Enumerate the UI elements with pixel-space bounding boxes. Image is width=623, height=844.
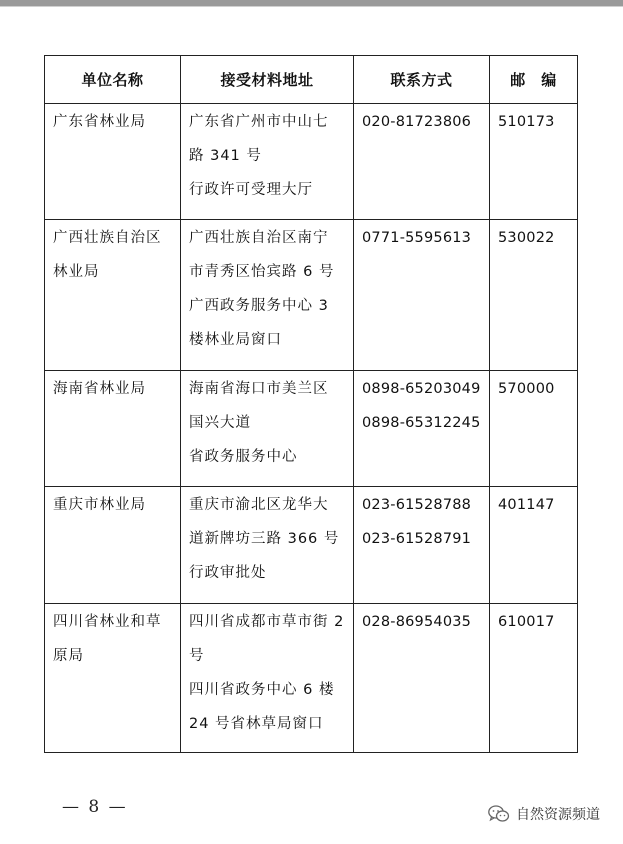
phone-number: 0771-5595613 [362,230,472,246]
postcode-value: 510173 [498,114,555,130]
address-line: 重庆市渝北区龙华大 [189,497,329,513]
postcode-cell [490,487,578,604]
unit-line: 林业局 [53,264,100,280]
top-edge-line [0,6,623,7]
contact-cell [354,487,490,604]
unit-line: 海南省林业局 [53,381,146,397]
address-line: 楼林业局窗口 [189,332,282,348]
address-cell [181,604,354,753]
unit-line: 原局 [53,648,84,664]
table-row [45,371,578,487]
address-line: 国兴大道 [189,415,251,431]
postcode-cell [490,371,578,487]
phone-number: 020-81723806 [362,114,472,130]
contact-cell [354,604,490,753]
address-line: 市青秀区怡宾路 6 号 [189,264,335,280]
table-row [45,604,578,753]
page-number: — 8 — [62,797,128,817]
contact-cell [354,220,490,371]
unit-line: 四川省林业和草 [53,614,162,630]
contact-cell [354,104,490,220]
address-line: 道新牌坊三路 366 号 [189,531,340,547]
address-line: 广东省广州市中山七 [189,114,329,130]
contact-cell [354,371,490,487]
phone-number: 0898-65312245 [362,415,481,431]
address-line: 广西壮族自治区南宁 [189,230,329,246]
watermark-text: 自然资源频道 [516,807,600,823]
address-cell [181,371,354,487]
phone-number: 023-61528791 [362,531,472,547]
address-line: 行政审批处 [189,565,267,581]
address-line: 四川省政务中心 6 楼 [189,682,335,698]
address-line: 省政务服务中心 [189,449,298,465]
header-unit-name: 单位名称 [45,56,181,104]
postcode-value: 401147 [498,497,555,513]
header-contact: 联系方式 [354,56,490,104]
postcode-value: 610017 [498,614,555,630]
address-line: 号 [189,648,205,664]
postcode-value: 570000 [498,381,555,397]
table-header-row [45,56,578,104]
address-cell [181,220,354,371]
unit-cell [45,220,181,371]
address-cell [181,487,354,604]
address-line: 四川省成都市草市街 2 [189,614,345,630]
unit-cell [45,371,181,487]
postcode-value: 530022 [498,230,555,246]
unit-line: 广西壮族自治区 [53,230,162,246]
header-postcode: 邮 编 [490,56,578,104]
unit-cell [45,604,181,753]
header-address: 接受材料地址 [181,56,354,104]
table-row [45,487,578,604]
agency-contact-table [44,55,578,753]
phone-number: 028-86954035 [362,614,472,630]
unit-line: 重庆市林业局 [53,497,146,513]
table-row [45,104,578,220]
address-line: 路 341 号 [189,148,262,164]
unit-line: 广东省林业局 [53,114,146,130]
wechat-icon [488,805,510,823]
phone-number: 023-61528788 [362,497,472,513]
unit-cell [45,487,181,604]
postcode-cell [490,220,578,371]
postcode-cell [490,104,578,220]
unit-cell [45,104,181,220]
address-line: 海南省海口市美兰区 [189,381,329,397]
address-line: 广西政务服务中心 3 [189,298,329,314]
address-cell [181,104,354,220]
watermark [488,804,600,824]
address-line: 行政许可受理大厅 [189,182,313,198]
address-line: 24 号省林草局窗口 [189,716,324,732]
table-row [45,220,578,371]
phone-number: 0898-65203049 [362,381,481,397]
postcode-cell [490,604,578,753]
